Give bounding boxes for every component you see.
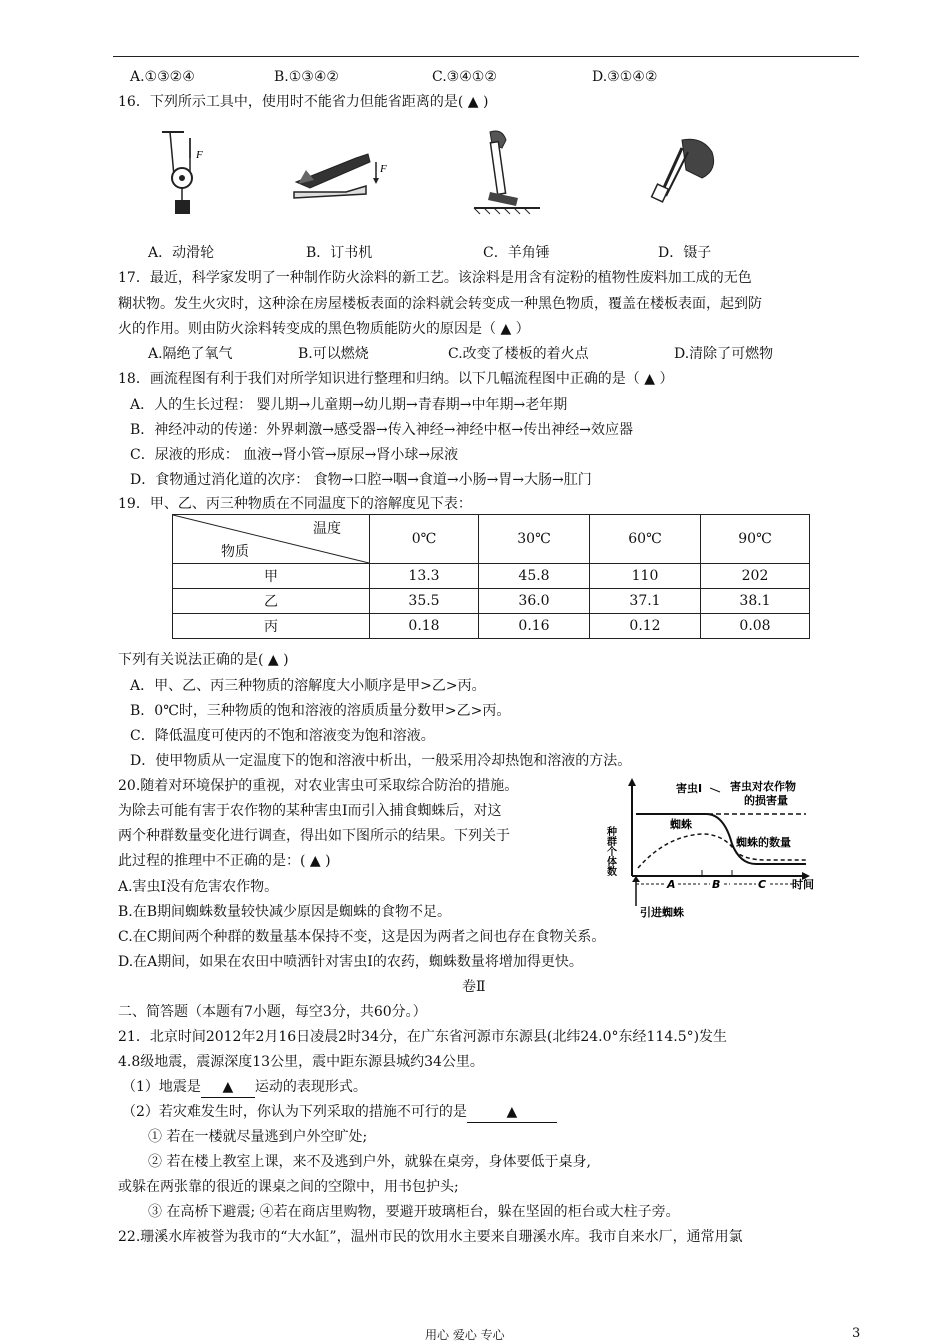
intro-spider-label: 引进蜘蛛	[640, 906, 684, 919]
movable-pulley-figure	[160, 128, 220, 220]
damage-label-line1: 害虫对农作物	[730, 780, 796, 793]
q18-option-a: A．人的生长过程： 婴儿期→儿童期→幼儿期→青春期→中年期→老年期	[130, 397, 568, 413]
section-title: 卷Ⅱ	[462, 979, 486, 995]
table-header-row	[173, 515, 810, 564]
q17-line-2: 糊状物。发生火灾时，这种涂在房屋楼板表面的涂料就会转变成一种黑色物质，覆盖在楼板表面，起到防	[118, 296, 762, 312]
q15-option-d: D.③①④②	[592, 69, 658, 85]
q20-line-4: 此过程的推理中不正确的是：( ▲ )	[118, 853, 331, 869]
substance-name: 甲	[173, 564, 370, 589]
spider-count-label: 蜘蛛的数量	[736, 836, 791, 849]
q21-item-2: ② 若在楼上教室上课，来不及逃到户外，就躲在桌旁，身体要低于桌身,	[148, 1154, 591, 1170]
table-row	[173, 589, 810, 614]
force-label: F	[380, 163, 387, 175]
pest-label: 害虫Ⅰ	[676, 782, 703, 795]
q17-option-d: D.清除了可燃物	[674, 346, 774, 362]
damage-label-line2: 的损害量	[744, 794, 788, 807]
substance-name: 乙	[173, 589, 370, 614]
spider-label: 蜘蛛	[670, 818, 692, 831]
q18-option-b: B．神经冲动的传递：外界刺激→感受器→传入神经→神经中枢→传出神经→效应器	[130, 422, 633, 438]
stapler-figure	[286, 140, 386, 206]
table-cell: 38.1	[701, 589, 810, 614]
q22-line-1: 22.珊溪水库被誉为我市的“大水缸”，温州市民的饮用水主要来自珊溪水库。我市自来水厂，通常用氯	[118, 1229, 743, 1245]
header-temperature: 温度	[313, 521, 341, 537]
q16-stem: 16．下列所示工具中，使用时不能省力但能省距离的是( ▲ )	[118, 94, 489, 110]
table-cell: 0.16	[479, 614, 590, 639]
q18-option-c: C．尿液的形成： 血液→肾小管→原尿→肾小球→尿液	[130, 447, 459, 463]
q19-option-d: D．使甲物质从一定温度下的饱和溶液中析出，一般采用冷却热饱和溶液的方法。	[130, 753, 632, 769]
y-axis-label: 种群个体数	[604, 826, 616, 876]
q19-option-c: C．降低温度可使丙的不饱和溶液变为饱和溶液。	[130, 728, 435, 744]
q21-item-1: ① 若在一楼就尽量逃到户外空旷处;	[148, 1129, 368, 1145]
table-cell: 36.0	[479, 589, 590, 614]
table-diagonal-header	[173, 515, 370, 564]
x-axis-label: 时间	[792, 878, 814, 891]
temp-header: 60℃	[590, 515, 701, 564]
header-substance: 物质	[221, 544, 249, 560]
temp-header: 0℃	[370, 515, 479, 564]
period-b: B	[712, 878, 721, 891]
footer-text: 用心 爱心 专心	[425, 1328, 505, 1342]
q19-option-a: A．甲、乙、丙三种物质的溶解度大小顺序是甲>乙>丙。	[130, 678, 486, 694]
table-cell: 0.08	[701, 614, 810, 639]
table-row	[173, 564, 810, 589]
answer-blank[interactable]: ▲	[467, 1102, 557, 1123]
table-cell: 0.12	[590, 614, 701, 639]
q20-line-1: 20.随着对环境保护的重视，对农业害虫可采取综合防治的措施。	[118, 778, 519, 794]
population-graph	[606, 776, 834, 922]
table-cell: 110	[590, 564, 701, 589]
q21-part-1	[122, 1077, 367, 1098]
q18-option-d: D．食物通过消化道的次序： 食物→口腔→咽→食道→小肠→胃→大肠→肛门	[130, 472, 592, 488]
tweezers-figure	[642, 130, 722, 210]
q15-option-b: B.①③④②	[274, 69, 339, 85]
q17-line-3: 火的作用。则由防火涂料转变成的黑色物质能防火的原因是（ ▲ ）	[118, 321, 530, 337]
q16-option-d: D．镊子	[658, 245, 712, 261]
q19-after: 下列有关说法正确的是( ▲ )	[118, 652, 289, 668]
q21-item-2-cont: 或躲在两张靠的很近的课桌之间的空隙中，用书包护头;	[118, 1179, 459, 1195]
page-number: 3	[852, 1326, 861, 1341]
q21-line-1: 21．北京时间2012年2月16日凌晨2时34分，在广东省河源市东源县(北纬24.0°东经114.5°)发生	[118, 1029, 728, 1045]
solubility-table	[172, 514, 810, 639]
q20-option-a: A.害虫Ⅰ没有危害农作物。	[118, 879, 279, 895]
period-a: A	[667, 878, 676, 891]
q20-line-2: 为除去可能有害于农作物的某种害虫Ⅰ而引入捕食蜘蛛后，对这	[118, 803, 502, 819]
q19-stem: 19．甲、乙、丙三种物质在不同温度下的溶解度见下表：	[118, 496, 472, 512]
table-cell: 35.5	[370, 589, 479, 614]
q21-item-3-4: ③ 在高桥下避震; ④若在商店里购物，要避开玻璃柜台，躲在坚固的柜台或大柱子旁。	[148, 1204, 680, 1220]
q20-option-d: D.在A期间，如果在农田中喷洒针对害虫Ⅰ的农药，蜘蛛数量将增加得更快。	[118, 954, 583, 970]
q20-option-c: C.在C期间两个种群的数量基本保持不变，这是因为两者之间也存在食物关系。	[118, 929, 606, 945]
q17-option-c: C.改变了楼板的着火点	[448, 346, 589, 362]
q17-line-1: 17．最近，科学家发明了一种制作防火涂料的新工艺。该涂料是用含有淀粉的植物性废料加工成的无色	[118, 270, 752, 286]
table-cell: 202	[701, 564, 810, 589]
q17-option-a: A.隔绝了氧气	[148, 346, 233, 362]
q15-option-c: C.③④①②	[432, 69, 497, 85]
claw-hammer-figure	[472, 128, 542, 218]
q17-option-b: B.可以燃烧	[298, 346, 369, 362]
table-cell: 45.8	[479, 564, 590, 589]
q18-stem: 18．画流程图有利于我们对所学知识进行整理和归纳。以下几幅流程图中正确的是（ ▲ ）	[118, 371, 674, 387]
temp-header: 30℃	[479, 515, 590, 564]
q19-option-b: B．0℃时，三种物质的饱和溶液的溶质质量分数甲>乙>丙。	[130, 703, 511, 719]
table-cell: 13.3	[370, 564, 479, 589]
q15-option-a: A.①③②④	[130, 69, 195, 85]
table-cell: 0.18	[370, 614, 479, 639]
section-heading: 二、简答题（本题有7小题，每空3分，共60分。）	[118, 1004, 427, 1020]
q16-option-a: A．动滑轮	[148, 245, 215, 261]
table-row	[173, 614, 810, 639]
q21-line-2: 4.8级地震，震源深度13公里，震中距东源县城约34公里。	[118, 1054, 484, 1070]
q16-option-c: C．羊角锤	[483, 245, 550, 261]
header-rule	[113, 56, 859, 57]
force-label: F	[196, 149, 203, 161]
table-cell: 37.1	[590, 589, 701, 614]
q16-option-b: B．订书机	[306, 245, 373, 261]
substance-name: 丙	[173, 614, 370, 639]
q21-part-2-text: （2）若灾难发生时，你认为下列采取的措施不可行的是	[122, 1104, 467, 1120]
q21-part-1-text: （1）地震是	[122, 1079, 201, 1095]
period-c: C	[758, 878, 767, 891]
temp-header: 90℃	[701, 515, 810, 564]
q20-line-3: 两个种群数量变化进行调查，得出如下图所示的结果。下列关于	[118, 828, 510, 844]
answer-blank[interactable]: ▲	[201, 1077, 255, 1098]
q21-part-2	[122, 1102, 557, 1123]
q20-option-b: B.在B期间蜘蛛数量较快减少原因是蜘蛛的食物不足。	[118, 904, 452, 920]
q21-part-1-text: 运动的表现形式。	[254, 1079, 367, 1095]
